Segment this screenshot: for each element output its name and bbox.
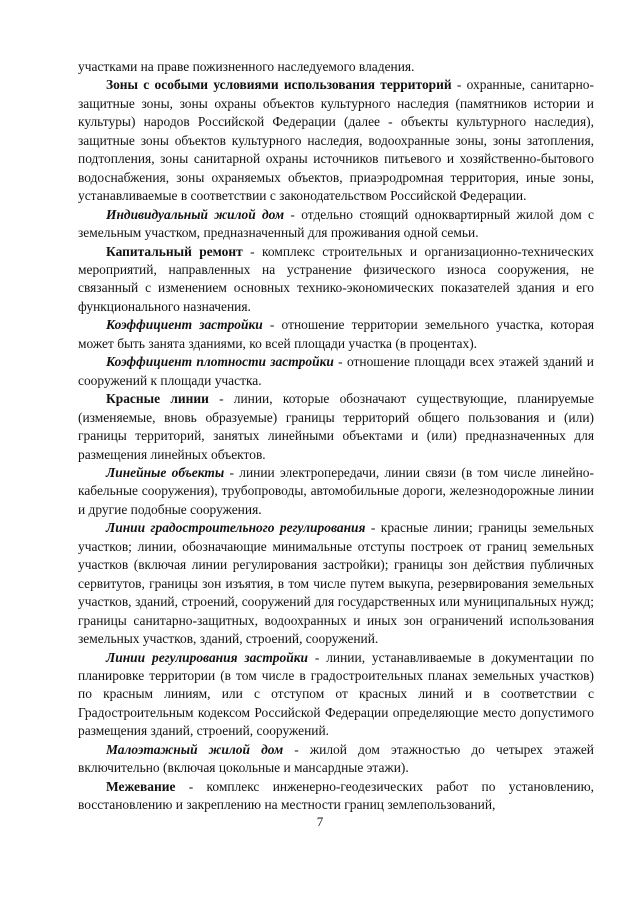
definition-term: Индивидуальный жилой дом	[106, 206, 285, 222]
definition-text: - охранные, санитарно-защитные зоны, зоны охраны объектов культурного наследия (памятников истории и культуры) народов Российской Федерации (далее - объекты культурного наследия), защитные зоны объектов культурного наследия, водоохранные зоны, зоны затопления, подтопления, зоны санитарной охраны источников питьевого и хозяйственно-бытового водоснабжения, зоны охраняемых объектов, приаэродромная территория, иные зоны, устанавливаемые в соответствии с законодательством Российской Федерации.	[78, 77, 594, 204]
definition-entry	[78, 76, 594, 205]
definition-text: - комплекс строительных и организационно-технических мероприятий, направленных на устранение физического износа сооружения, не связанный с изменением основных технико-экономических показателей здания и его функционального назначения.	[78, 243, 595, 314]
definition-text: - жилой дом этажностью до четырех этажей включительно (включая цокольные и мансардные этажи).	[78, 741, 594, 776]
definition-term: Красные линии	[106, 391, 209, 407]
definition-entry	[78, 243, 594, 317]
document-page	[78, 58, 594, 815]
definition-entry	[78, 353, 594, 390]
definition-term: Капитальный ремонт	[106, 243, 243, 259]
definition-term: Линейные объекты	[106, 464, 225, 480]
definition-entry	[78, 778, 594, 815]
definition-entry	[78, 316, 594, 353]
definition-text: - красные линии; границы земельных участков; линии, обозначающие минимальные отступы построек от границ земельных участков (включая линии регулирования застройки); границы зон действия публичных сервитутов, границы зон изъятия, в том числе путем выкупа, резервирования земельных участков, зданий, строений, сооружений для государственных или муниципальных нужд; границы санитарно-защитных, водоохранных и иных зон ограничений использования земельных участков, зданий, строений, сооружений.	[78, 520, 594, 647]
definition-text: - отдельно стоящий одноквартирный жилой дом с земельным участком, предназначенный для проживания одной семьи.	[78, 206, 594, 241]
page-number: 7	[316, 814, 324, 829]
definition-list	[78, 76, 594, 814]
definition-text: - отношение территории земельного участка, которая может быть занята зданиями, ко всей площади участка (в процентах).	[78, 317, 595, 351]
definition-entry	[78, 519, 594, 648]
definition-term: Малоэтажный жилой дом	[106, 741, 284, 757]
definition-entry	[78, 206, 594, 243]
definition-entry	[78, 464, 594, 519]
lead-paragraph: участками на праве пожизненного наследуемого владения.	[78, 59, 415, 74]
definition-entry	[78, 390, 594, 464]
definition-term: Линии регулирования застройки	[106, 649, 308, 665]
definition-term: Зоны с особыми условиями использования территорий	[106, 77, 452, 93]
definition-term: Линии градостроительного регулирования	[106, 520, 366, 536]
definition-term: Коэффициент застройки	[106, 317, 263, 333]
definition-entry	[78, 741, 594, 778]
definition-term: Коэффициент плотности застройки	[106, 354, 334, 370]
definition-term: Межевание	[106, 778, 176, 794]
definition-text: - комплекс инженерно-геодезических работ по установлению, восстановлению и закреплению на местности границ землепользований,	[78, 778, 594, 813]
definition-text: - отношение площади всех этажей зданий и сооружений к площади участка.	[78, 354, 594, 388]
definition-text: - линии, которые обозначают существующие, планируемые (изменяемые, вновь образуемые) границы территорий общего пользования и (или) границы территорий, занятых линейными объектами и (или) предназначенных для размещения линейных объектов.	[78, 391, 594, 462]
definition-text: - линии, устанавливаемые в документации по планировке территории (в том числе в градостроительных планах земельных участков) по красным линиям, или с отступом от красных линий и в соответствии с Градостроительным кодексом Российской Федерации определяющие место допустимого размещения зданий, строений, сооружений.	[78, 649, 594, 739]
definition-text: - линии электропередачи, линии связи (в том числе линейно-кабельные сооружения), трубопроводы, автомобильные дороги, железнодорожные линии и другие подобные сооружения.	[78, 464, 595, 517]
definition-entry	[78, 649, 594, 741]
